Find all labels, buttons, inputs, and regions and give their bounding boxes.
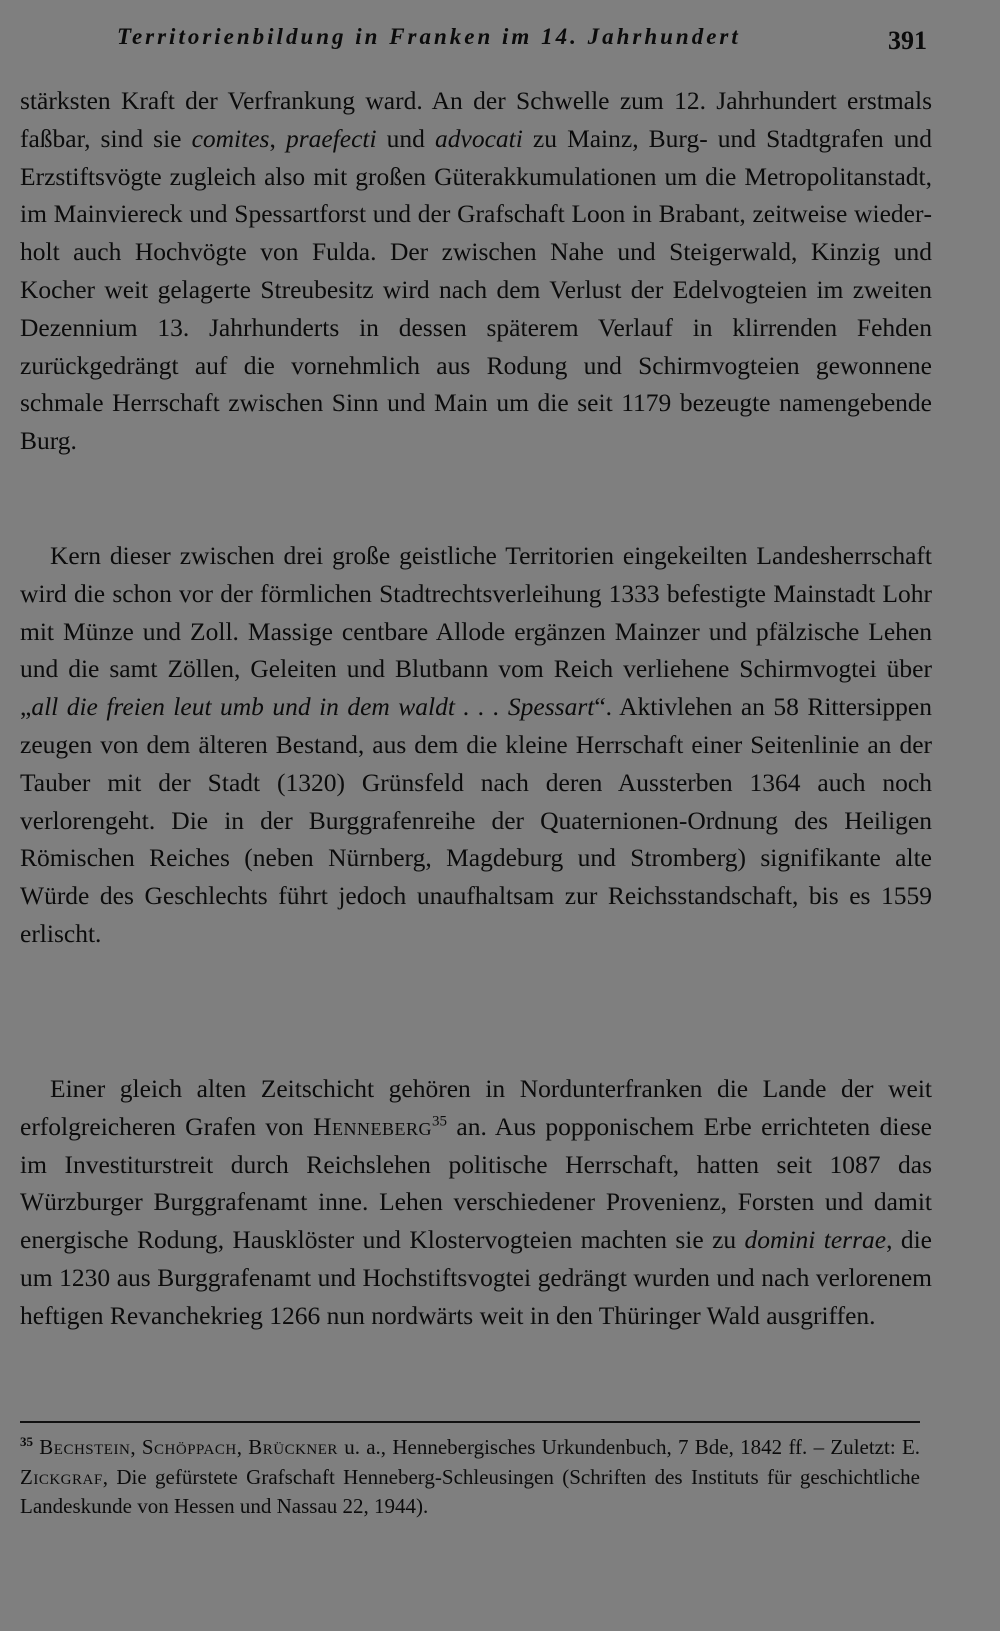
- paragraph-1-run-4: zu Mainz, Burg- und Stadtgrafen und Erzstiftsvögte zugleich also mit großen Güterakkumulationen um die Metropolitanstadt, im Mainviereck und Spessartforst und der Grafschaft Loon in Brabant, zeitweise wiederholt auch Hochvögte von Fulda. Der zwischen Nahe und Steigerwald, Kinzig und Kocher weit gelagerte Streubesitz wird nach dem Verlust der Edelvogteien im zweiten Dezennium 13. Jahrhunderts in dessen späterem Verlauf in klirrenden Fehden zurückgedrängt auf die vornehmlich aus Rodung und Schirmvogteien gewonnene schmale Herrschaft zwischen Sinn und Main um die seit 1179 bezeugte namengebende Burg.: [20, 123, 933, 456]
- running-title: Territorienbildung in Franken im 14. Jahrhundert: [117, 24, 741, 49]
- footnote-run-1: ,: [130, 1435, 142, 1459]
- italic-advocati: advocati: [435, 123, 523, 153]
- footnote-run-2: ,: [236, 1435, 249, 1459]
- paragraph-3-run-2: an. Aus popponischem Erbe errichteten diese im Investiturstreit durch Reichslehen politische Herrschaft, hatten seit 1087 das Würzburger Burggrafenamt inne. Lehen verschiedener Provenienz, Forsten und damit energische Rodung, Hausklöster und Klostervogteien machten sie zu: [20, 1111, 932, 1255]
- footnote-rule: [20, 1421, 920, 1423]
- italic-domini-terrae: domini terrae: [744, 1225, 887, 1255]
- paragraph-2-run-1: Kern dieser zwischen drei große geistliche Territorien eingekeilten Landesherrschaft wird die schon vor der förmlichen Stadtrechtsverleihung 1333 befestigte Mainstadt Lohr mit Münze und Zoll. Massige centbare Allode ergänzen Mainzer und pfälzische Lehen und die samt Zöllen, Geleiten und Blutbann vom Reich verliehene Schirmvogtei über „: [20, 541, 932, 722]
- paragraph-1-run-2: ,: [269, 123, 286, 153]
- paragraph-2-run-2: “. Aktivlehen an 58 Rittersippen zeugen von dem älteren Bestand, aus dem die kleine Herrschaft einer Seitenlinie an der Tauber mit der Stadt (1320) Grünsfeld nach deren Aussterben 1364 auch noch verlorengeht. Die in der Burggrafenreihe der Quaternionen-Ordnung des Heiligen Römischen Reiches (neben Nürnberg, Magdeburg und Stromberg) signifikante alte Würde des Geschlechts führt jedoch unaufhaltsam zur Reichsstandschaft, bis es 1559 erlischt.: [20, 692, 932, 948]
- paragraph-3-run-3: , die um 1230 aus Burggrafenamt und Hochstiftsvogtei gedrängt wurden und nach verlorenem heftigen Revanchekrieg 1266 nun nordwärts weit in den Thüringer Wald ausgriffen.: [20, 1225, 932, 1330]
- author-schoeppach: Schöppach: [141, 1435, 237, 1459]
- author-brueckner: Brückner: [248, 1435, 338, 1459]
- italic-comites: comites: [191, 123, 270, 153]
- footnote-text: [20, 1427, 920, 1522]
- footnote-run-4: , Die gefürstete Grafschaft Henneberg-Schleusingen (Schriften des Instituts für geschichtliche Landeskunde von Hessen und Nassau 22, 1944).: [20, 1464, 920, 1518]
- italic-quote: all die freien leut umb und in dem waldt . . . Spessart: [31, 692, 595, 722]
- footnote-reference[interactable]: 35: [432, 1113, 447, 1130]
- footnote-35: [20, 1427, 920, 1522]
- paragraph-1-text: [20, 82, 932, 460]
- author-zickgraf: Zickgraf: [20, 1464, 103, 1489]
- italic-praefecti: praefecti: [285, 123, 377, 153]
- paragraph-2-text: [20, 537, 932, 953]
- paragraph-1-run-3: und: [376, 123, 436, 153]
- page-number: 391: [888, 26, 927, 55]
- paragraph-3-run-1: Einer gleich alten Zeitschicht gehören in Nordunterfranken die Lande der weit erfolgreicheren Grafen von: [20, 1074, 932, 1141]
- footnote-number: 35: [20, 1434, 33, 1449]
- footnote-run-3: u. a., Hennebergisches Urkundenbuch, 7 Bde, 1842 ff. – Zuletzt: E.: [337, 1435, 921, 1459]
- small-caps-henneberg: Henneberg: [313, 1111, 432, 1141]
- paragraph-1-run-1: stärksten Kraft der Verfrankung ward. An der Schwelle zum 12. Jahrhundert erstmals faßbar, sind sie: [20, 86, 932, 153]
- author-bechstein: Bechstein: [39, 1435, 131, 1459]
- paragraph-3: [20, 1070, 932, 1335]
- paragraph-2: [20, 537, 932, 953]
- paragraph-1: [20, 82, 932, 460]
- paragraph-3-text: [20, 1070, 932, 1335]
